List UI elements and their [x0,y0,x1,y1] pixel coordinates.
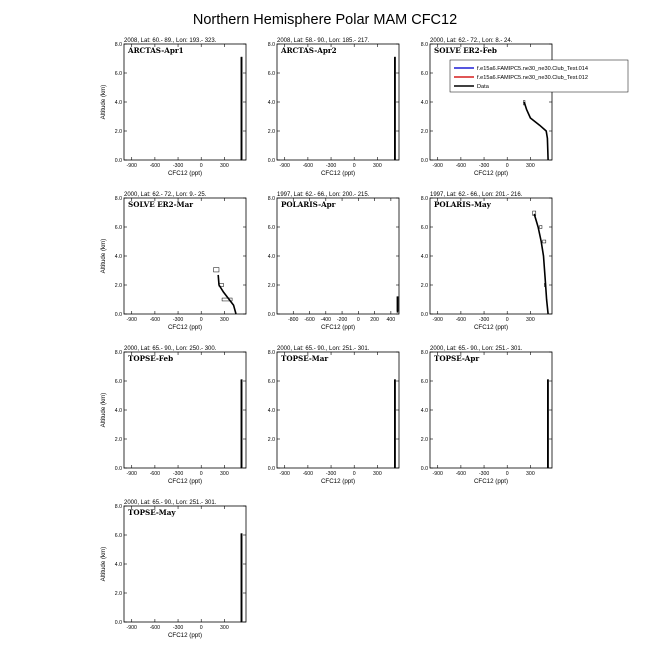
y-axis-label: Altitude (km) [100,84,107,120]
legend-entry: Data [477,84,489,90]
x-tick-label: -300 [478,317,490,323]
panel-topse-mar [268,346,399,485]
x-tick-label: -600 [149,317,161,323]
panel-label: TOPSE-May [128,508,176,517]
x-tick-label: 300 [220,471,229,477]
y-tick-label: 6.0 [267,378,275,385]
plot-frame [124,352,246,468]
y-tick-label: 2.0 [267,436,275,443]
y-tick-label: 2.0 [420,436,428,443]
x-tick-label: 0 [505,163,509,169]
x-tick-label: 0 [199,317,203,323]
y-axis-label: Altitude (km) [100,546,107,582]
x-tick-label: 300 [526,471,535,477]
x-tick-label: -600 [455,317,467,323]
x-tick-label: 300 [220,625,229,631]
y-tick-label: 6.0 [267,224,275,231]
y-tick-label: 6.0 [114,224,122,231]
panel-label: TOPSE-Apr [434,354,480,363]
x-tick-label: -400 [320,317,331,323]
y-tick-label: 0.0 [267,311,275,318]
x-tick-label: 0 [199,471,203,477]
x-tick-label: -300 [325,163,337,169]
y-tick-label: 8.0 [114,349,122,356]
x-tick-label: 400 [386,317,396,323]
x-tick-label: 0 [505,471,509,477]
x-axis-label: CFC12 (ppt) [473,478,509,485]
x-tick-label: -600 [455,471,467,477]
x-tick-label: -900 [126,625,137,631]
x-axis-label: CFC12 (ppt) [473,324,509,331]
y-tick-label: 8.0 [420,195,428,202]
panel-label: TOPSE-Feb [128,354,174,363]
x-tick-label: 200 [370,317,379,323]
legend [450,60,628,92]
panel-header: 2000, Lat: 62.- 72., Lon: 8.- 24. [430,38,513,44]
panel-label: SOLVE ER2-Feb [434,46,497,55]
panel-label: POLARIS-Apr [281,200,336,209]
x-axis-label: CFC12 (ppt) [473,170,509,177]
x-tick-label: -600 [304,317,315,323]
y-tick-label: 4.0 [114,561,122,568]
y-tick-label: 2.0 [267,282,275,289]
x-tick-label: -900 [126,163,137,169]
x-tick-label: -800 [288,317,299,323]
y-tick-label: 4.0 [114,99,122,106]
x-tick-label: -600 [455,163,467,169]
y-tick-label: 2.0 [114,282,122,289]
y-tick-label: 0.0 [114,465,122,472]
panel-polaris-may [421,192,552,331]
x-tick-label: -200 [336,317,348,323]
plot-frame [124,44,246,160]
plot-frame [124,506,246,622]
x-tick-label: 0 [352,471,356,477]
legend-entry: f.e15a6.FAMIPC5.ne30_ne30.Club_Test.014 [477,66,589,72]
x-tick-label: -600 [149,163,161,169]
y-tick-label: 0.0 [420,157,428,164]
x-tick-label: -300 [172,163,184,169]
x-tick-label: -600 [149,471,161,477]
error-box [214,268,219,272]
x-tick-label: -300 [478,471,490,477]
x-tick-label: -900 [432,471,443,477]
x-tick-label: 0 [199,163,203,169]
y-tick-label: 8.0 [114,503,122,510]
series-line-data [534,214,548,314]
x-tick-label: -600 [302,471,314,477]
x-axis-label: CFC12 (ppt) [320,478,356,485]
y-tick-label: 0.0 [420,465,428,472]
y-tick-label: 4.0 [420,99,428,106]
x-tick-label: 0 [199,625,203,631]
y-tick-label: 6.0 [114,378,122,385]
x-tick-label: 300 [526,317,535,323]
y-tick-label: 2.0 [114,128,122,135]
y-tick-label: 4.0 [267,253,275,260]
y-tick-label: 2.0 [114,590,122,597]
panel-topse-apr [421,346,552,485]
y-tick-label: 2.0 [267,128,275,135]
y-tick-label: 8.0 [267,195,275,202]
panel-header: 1997, Lat: 62.- 66., Lon: 200.- 215. [277,192,370,198]
y-tick-label: 8.0 [114,41,122,48]
panel-arctas-apr2 [268,38,399,177]
y-tick-label: 4.0 [420,407,428,414]
x-tick-label: -900 [432,317,443,323]
panel-label: TOPSE-Mar [281,354,329,363]
panel-header: 2000, Lat: 65.- 90., Lon: 250.- 300. [124,346,217,352]
x-tick-label: -900 [126,471,137,477]
y-tick-label: 6.0 [420,224,428,231]
x-tick-label: 0 [352,163,356,169]
y-axis-label: Altitude (km) [100,238,107,274]
panel-header: 2000, Lat: 65.- 90., Lon: 251.- 301. [430,346,523,352]
y-tick-label: 0.0 [267,465,275,472]
y-tick-label: 2.0 [114,436,122,443]
y-tick-label: 4.0 [114,407,122,414]
x-tick-label: 300 [220,163,229,169]
y-tick-label: 8.0 [267,349,275,356]
panel-header: 2000, Lat: 62.- 72., Lon: 9.- 25. [124,192,207,198]
y-tick-label: 2.0 [420,282,428,289]
x-axis-label: CFC12 (ppt) [167,478,203,485]
y-tick-label: 0.0 [114,619,122,626]
y-tick-label: 4.0 [420,253,428,260]
panel-topse-may [100,500,246,639]
x-tick-label: 300 [373,163,382,169]
x-tick-label: 300 [373,471,382,477]
x-axis-label: CFC12 (ppt) [320,170,356,177]
x-tick-label: 300 [526,163,535,169]
y-tick-label: 4.0 [114,253,122,260]
y-tick-label: 8.0 [114,195,122,202]
panel-grid [100,38,628,639]
panel-header: 2008, Lat: 58.- 90., Lon: 185.- 217. [277,38,370,44]
panel-polaris-apr [268,192,399,331]
panel-solve-er2-feb [421,38,628,177]
y-tick-label: 2.0 [420,128,428,135]
x-axis-label: CFC12 (ppt) [167,170,203,177]
y-axis-label: Altitude (km) [100,392,107,428]
y-tick-label: 6.0 [114,532,122,539]
x-axis-label: CFC12 (ppt) [320,324,356,331]
y-tick-label: 8.0 [420,41,428,48]
y-tick-label: 8.0 [267,41,275,48]
y-tick-label: 8.0 [420,349,428,356]
figure-title: Northern Hemisphere Polar MAM CFC12 [192,12,458,28]
y-tick-label: 4.0 [267,99,275,106]
panel-label: POLARIS-May [434,200,491,209]
y-tick-label: 6.0 [420,70,428,77]
panel-header: 2000, Lat: 65.- 90., Lon: 251.- 301. [277,346,370,352]
x-tick-label: -300 [478,163,490,169]
x-tick-label: 300 [220,317,229,323]
y-tick-label: 0.0 [267,157,275,164]
y-tick-label: 0.0 [114,311,122,318]
panel-header: 2008, Lat: 60.- 89., Lon: 193.- 323. [124,38,217,44]
x-tick-label: -900 [126,317,137,323]
y-tick-label: 6.0 [114,70,122,77]
plot-frame [277,44,399,160]
panel-arctas-apr1 [100,38,246,177]
panel-header: 2000, Lat: 65.- 90., Lon: 251.- 301. [124,500,217,506]
panel-header: 1997, Lat: 62.- 66., Lon: 201.- 216. [430,192,523,198]
x-tick-label: -300 [325,471,337,477]
panel-label: ARCTAS-Apr2 [281,46,337,55]
y-tick-label: 6.0 [420,378,428,385]
plot-frame [430,352,552,468]
panel-solve-er2-mar [100,192,246,331]
panel-label: ARCTAS-Apr1 [128,46,184,55]
plot-frame [277,198,399,314]
x-tick-label: -300 [172,471,184,477]
y-tick-label: 0.0 [420,311,428,318]
panel-topse-feb [100,346,246,485]
x-tick-label: 0 [505,317,509,323]
plot-frame [277,352,399,468]
x-tick-label: -300 [172,317,184,323]
error-box [543,240,546,243]
x-tick-label: -300 [172,625,184,631]
x-tick-label: -900 [279,471,290,477]
x-tick-label: -600 [149,625,161,631]
x-axis-label: CFC12 (ppt) [167,324,203,331]
y-tick-label: 6.0 [267,70,275,77]
panel-label: SOLVE ER2-Mar [128,200,194,209]
x-tick-label: -600 [302,163,314,169]
x-tick-label: -900 [432,163,443,169]
x-tick-label: -900 [279,163,290,169]
series-line-data [524,102,548,160]
legend-entry: f.e15a6.FAMIPC5.ne30_ne30.Club_Test.012 [477,75,589,81]
x-axis-label: CFC12 (ppt) [167,632,203,639]
error-box [540,226,542,229]
y-tick-label: 0.0 [114,157,122,164]
x-tick-label: 0 [356,317,360,323]
series-line-data [218,275,236,314]
y-tick-label: 4.0 [267,407,275,414]
